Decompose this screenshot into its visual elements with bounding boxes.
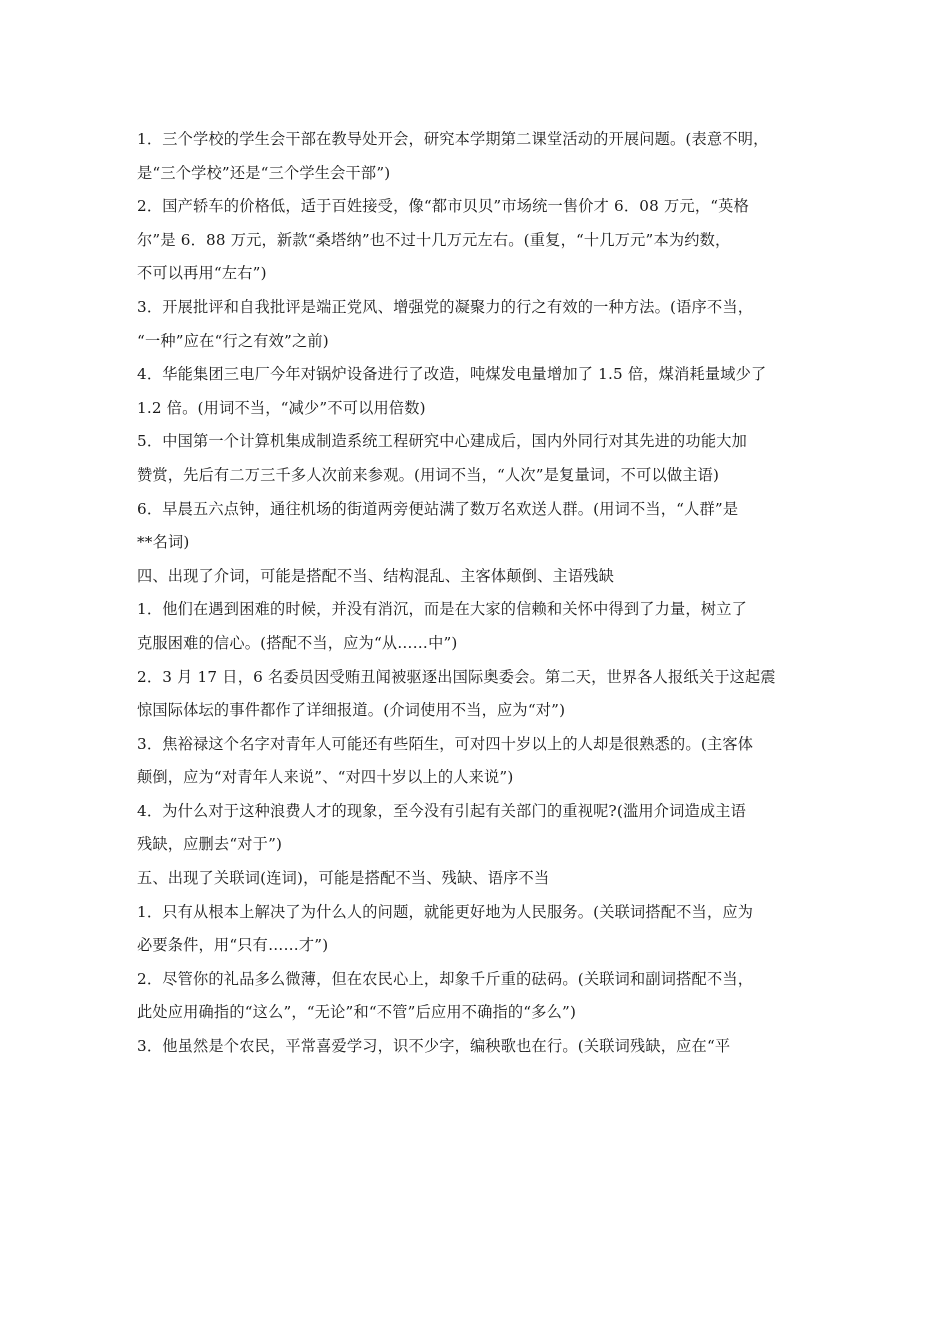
text-line: 赞赏，先后有二万三千多人次前来参观。(用词不当，“人次”是复量词，不可以做主语) (137, 465, 720, 484)
section-heading: 四、出现了介词，可能是搭配不当、结构混乱、主客体颠倒、主语残缺 (137, 566, 615, 585)
text-line: 克服困难的信心。(搭配不当，应为“从……中”) (137, 633, 458, 652)
text-line: 尔”是 6．88 万元，新款“桑塔纳”也不过十几万元左右。(重复，“十几万元”本为约数， (137, 230, 731, 249)
text-line: 1．三个学校的学生会干部在教导处开会，研究本学期第二课堂活动的开展问题。(表意不明， (137, 130, 769, 148)
text-line: 3．开展批评和自我批评是端正党风、增强党的凝聚力的行之有效的一种方法。(语序不当， (137, 297, 754, 316)
text-line: 5．中国第一个计算机集成制造系统工程研究中心建成后，国内外同行对其先进的功能大加 (137, 432, 747, 451)
text-line: 1．只有从根本上解决了为什么人的问题，就能更好地为人民服务。(关联词搭配不当，应为 (137, 902, 754, 921)
text-line: 3．他虽然是个农民，平常喜爱学习，识不少字，编秧歌也在行。(关联词残缺，应在“平 (137, 1037, 731, 1056)
text-line: 1．他们在遇到困难的时候，并没有消沉，而是在大家的信赖和关怀中得到了力量，树立了 (137, 600, 747, 619)
text-line: 惊国际体坛的事件都作了详细报道。(介词使用不当，应为“对”) (137, 701, 566, 720)
text-line: 1.2 倍。(用词不当，“减少”不可以用倍数) (137, 398, 426, 417)
text-line: 颠倒，应为“对青年人来说”、“对四十岁以上的人来说”) (137, 768, 514, 787)
text-line: 残缺，应删去“对于”) (137, 835, 283, 854)
text-line: 4．华能集团三电厂今年对锅炉设备进行了改造，吨煤发电量增加了 1.5 倍，煤消耗量域少了 (137, 365, 767, 384)
text-line: 必要条件，用“只有……才”) (137, 936, 329, 955)
text-line: 2．尽管你的礼品多么微薄，但在农民心上，却象千斤重的砝码。(关联词和副词搭配不当， (137, 969, 754, 988)
text-line: 是“三个学校”还是“三个学生会干部”) (137, 163, 391, 182)
text-line: 此处应用确指的“这么”，“无论”和“不管”后应用不确指的“多么”) (137, 1003, 577, 1022)
text-line: 3．焦裕禄这个名字对青年人可能还有些陌生，可对四十岁以上的人却是很熟悉的。(主客体 (137, 734, 754, 753)
text-line: 2．国产轿车的价格低，适于百姓接受，像“都市贝贝”市场统一售价才 6．08 万元，“英格 (137, 197, 749, 216)
text-line: **名词) (137, 533, 190, 552)
text-line: 不可以再用“左右”) (137, 264, 267, 283)
text-line: 4．为什么对于这种浪费人才的现象，至今没有引起有关部门的重视呢?(滥用介词造成主语 (137, 801, 747, 820)
text-line: 6．早晨五六点钟，通往机场的街道两旁便站满了数万名欢送人群。(用词不当，“人群”是 (137, 499, 739, 518)
text-line: “一种”应在“行之有效”之前) (137, 331, 329, 350)
document-body (137, 123, 817, 1064)
text-line: 2．3 月 17 日，6 名委员因受贿丑闻被驱逐出国际奥委会。第二天，世界各人报纸关于这起震 (137, 667, 776, 686)
section-heading: 五、出现了关联词(连词)，可能是搭配不当、残缺、语序不当 (137, 869, 550, 888)
